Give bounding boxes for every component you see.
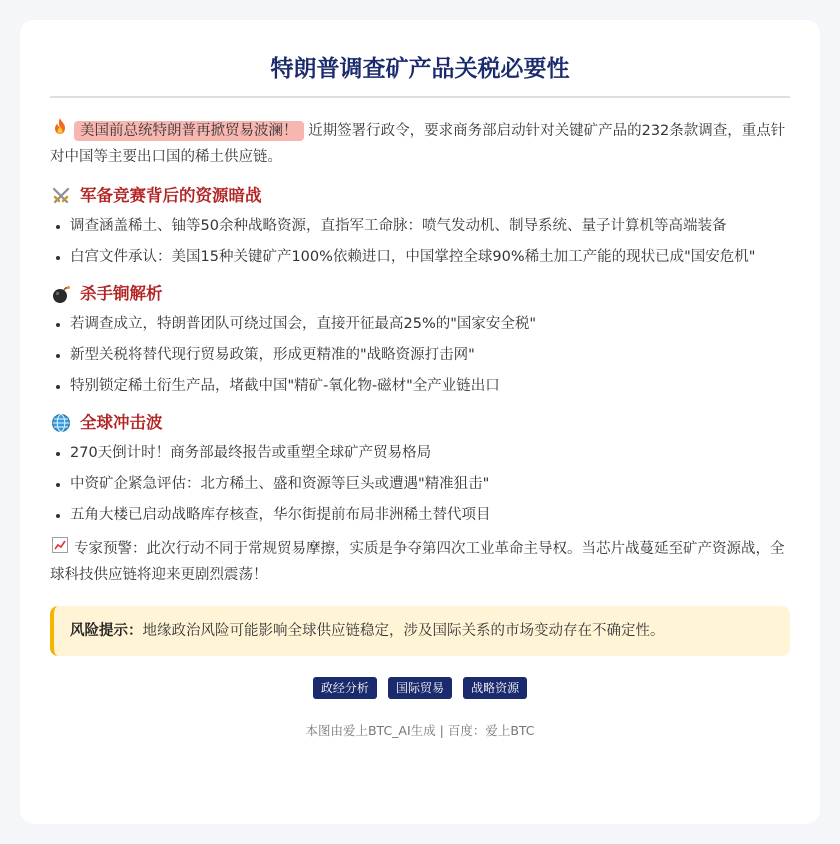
intro-highlight: 美国前总统特朗普再掀贸易波澜！ <box>74 121 304 141</box>
risk-notice <box>50 606 790 656</box>
risk-text: 地缘政治风险可能影响全球供应链稳定，涉及国际关系的市场变动存在不确定性。 <box>142 623 665 639</box>
section-title: 军备竞赛背后的资源暗战 <box>80 186 262 205</box>
bullet-list <box>50 443 790 526</box>
list-item: 中资矿企紧急评估：北方稀土、盛和资源等巨头或遭遇"精准狙击" <box>50 474 790 495</box>
tag-strategic-resources[interactable]: 战略资源 <box>463 677 527 699</box>
list-item: 270天倒计时！商务部最终报告或重塑全球矿产贸易格局 <box>50 443 790 464</box>
bomb-icon <box>50 283 72 305</box>
page-title: 特朗普调查矿产品关税必要性 <box>270 56 570 82</box>
list-item: 特别锁定稀土衍生产品，堵截中国"精矿-氧化物-磁材"全产业链出口 <box>50 376 790 397</box>
list-item: 新型关税将替代现行贸易政策，形成更精准的"战略资源打击网" <box>50 345 790 366</box>
risk-label: 风险提示： <box>70 623 143 639</box>
title-divider <box>50 96 790 98</box>
intro-text: 近期签署行政令，要求商务部启动针对关键矿产品的232条款调查，重点针对中国等主要出口国的稀土供应链。 <box>50 123 786 165</box>
tag-international-trade[interactable]: 国际贸易 <box>388 677 452 699</box>
tag-list <box>50 677 790 699</box>
section-title: 全球冲击波 <box>80 413 163 432</box>
article-card <box>20 20 820 824</box>
bullet-list <box>50 216 790 268</box>
crossed-swords-icon <box>50 185 72 207</box>
list-item: 若调查成立，特朗普团队可绕过国会，直接开征最高25%的"国家安全税" <box>50 314 790 335</box>
section-title: 杀手锏解析 <box>80 284 163 303</box>
fire-icon <box>50 117 70 144</box>
expert-text: 专家预警：此次行动不同于常规贸易摩擦，实质是争夺第四次工业革命主导权。当芯片战蔓延至矿产资源战，全球科技供应链将迎来更剧烈震荡！ <box>50 541 785 583</box>
footer-credit: 本图由爱上BTC_AI生成 | 百度：爱上BTC <box>305 723 535 738</box>
bullet-list <box>50 314 790 397</box>
list-item: 调查涵盖稀土、铀等50余种战略资源，直指军工命脉：喷气发动机、制导系统、量子计算机等高端装备 <box>50 216 790 237</box>
globe-icon <box>50 412 72 434</box>
intro-paragraph <box>50 117 790 170</box>
list-item: 五角大楼已启动战略库存核查，华尔街提前布局非洲稀土替代项目 <box>50 505 790 526</box>
expert-warning <box>50 536 790 588</box>
section-heading-killer-move <box>50 280 790 308</box>
tag-politics-economy[interactable]: 政经分析 <box>313 677 377 699</box>
chart-increasing-icon <box>50 536 70 562</box>
section-heading-global-shock <box>50 409 790 437</box>
section-heading-arms-race <box>50 182 790 210</box>
list-item: 白宫文件承认：美国15种关键矿产100%依赖进口，中国掌控全球90%稀土加工产能的现状已成"国安危机" <box>50 247 790 268</box>
